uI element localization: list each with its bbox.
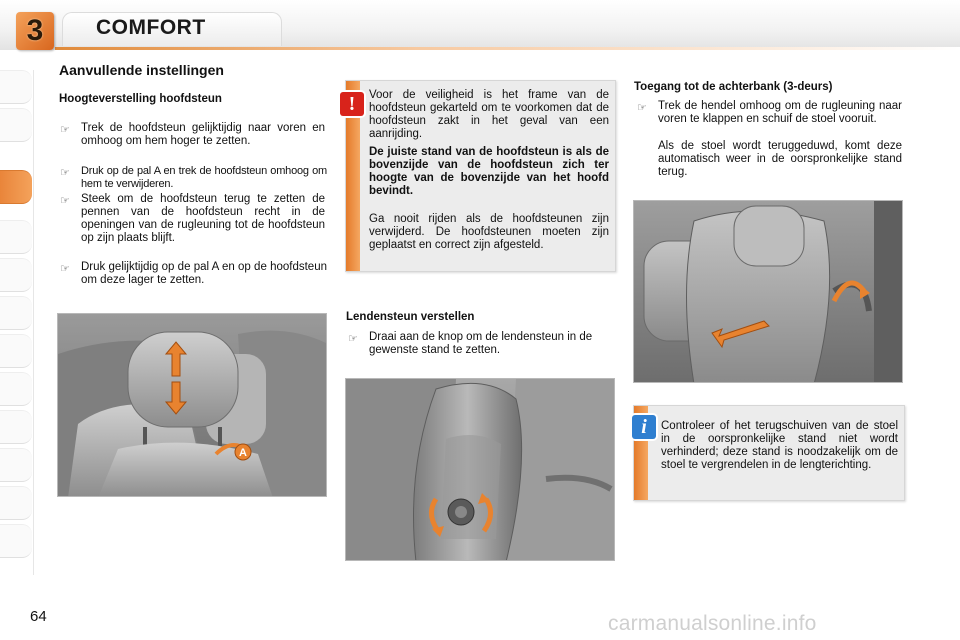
side-tab-3-active[interactable] xyxy=(0,170,32,204)
side-tab-6[interactable] xyxy=(0,296,32,330)
side-tab-2[interactable] xyxy=(0,108,32,142)
bullet-icon: ☞ xyxy=(60,167,70,179)
info-icon: i xyxy=(632,415,656,439)
rear-access-illustration-graphic xyxy=(634,201,903,383)
bullet-icon: ☞ xyxy=(60,195,70,207)
bullet-icon: ☞ xyxy=(60,124,70,136)
lumbar-subtitle: Lendensteun verstellen xyxy=(346,311,475,323)
chapter-badge xyxy=(16,12,54,50)
side-tab-12[interactable] xyxy=(0,524,32,558)
side-tab-4[interactable] xyxy=(0,220,32,254)
headrest-bullet-4: Druk gelijktijdig op de pal A en op de hoofdsteun om deze lager te zetten. xyxy=(81,261,327,286)
rear-access-subtitle: Toegang tot de achterbank (3-deurs) xyxy=(634,81,833,93)
header-underline xyxy=(55,47,960,50)
bullet-icon: ☞ xyxy=(60,263,70,275)
side-tab-7[interactable] xyxy=(0,334,32,368)
chapter-title: COMFORT xyxy=(96,16,206,39)
side-tab-10[interactable] xyxy=(0,448,32,482)
headrest-bullet-2: Druk op de pal A en trek de hoofdsteun omhoog om hem te verwijderen. xyxy=(81,165,327,190)
headrest-bullet-3: Steek om de hoofdsteun terug te zetten de pennen van de hoofdsteun recht in de openingen van de rugleuning tot de hoofdsteun op zijn plaats blijft. xyxy=(81,193,325,244)
side-tab-9[interactable] xyxy=(0,410,32,444)
watermark: carmanualsonline.info xyxy=(608,612,817,635)
lumbar-bullet-1: Draai aan de knop om de lendensteun in de gewenste stand te zetten. xyxy=(369,331,593,356)
side-tab-11[interactable] xyxy=(0,486,32,520)
warning-text-1: Voor de veiligheid is het frame van de hoofdsteun gekarteld om te voorkomen dat de hoofdsteun zakt in het geval van een aanrijding. xyxy=(369,89,609,140)
side-tab-1[interactable] xyxy=(0,70,32,104)
side-tab-strip xyxy=(0,70,34,575)
warning-text-2: De juiste stand van de hoofdsteun is als de bovenzijde van de hoofdsteun zich ter hoogte van de bovenzijde van het hoofd bevindt. xyxy=(369,146,609,197)
lumbar-illustration-graphic xyxy=(346,379,615,561)
bullet-icon: ☞ xyxy=(348,333,358,345)
lumbar-illustration xyxy=(345,378,615,561)
bullet-icon: ☞ xyxy=(637,102,647,114)
warning-icon: ! xyxy=(340,92,364,116)
headrest-illustration xyxy=(57,313,327,497)
chapter-number: 3 xyxy=(26,14,44,47)
rear-access-note: Als de stoel wordt teruggeduwd, komt deze automatisch weer in de oorspronkelijke stand terug. xyxy=(658,140,902,178)
side-tab-5[interactable] xyxy=(0,258,32,292)
headrest-illustration-graphic xyxy=(58,314,327,497)
page-number: 64 xyxy=(30,608,47,625)
rear-access-bullet-1: Trek de hendel omhoog om de rugleuning naar voren te klappen en schuif de stoel vooruit. xyxy=(658,100,902,125)
warning-text-3: Ga nooit rijden als de hoofdsteunen zijn verwijderd. De hoofdsteunen moeten zijn geplaatst en correct zijn afgesteld. xyxy=(369,213,609,251)
section-title: Aanvullende instellingen xyxy=(59,62,224,78)
side-tab-8[interactable] xyxy=(0,372,32,406)
info-text: Controleer of het terugschuiven van de stoel in de oorspronkelijke stand niet wordt verhinderd; deze stand is noodzakelijk om de stoel te vergrendelen in de lengterichting. xyxy=(661,420,898,471)
pal-a-label: A xyxy=(239,447,247,459)
headrest-subtitle: Hoogteverstelling hoofdsteun xyxy=(59,93,222,105)
rear-access-illustration xyxy=(633,200,903,383)
headrest-bullet-1: Trek de hoofdsteun gelijktijdig naar voren en omhoog om hem hoger te zetten. xyxy=(81,122,325,147)
